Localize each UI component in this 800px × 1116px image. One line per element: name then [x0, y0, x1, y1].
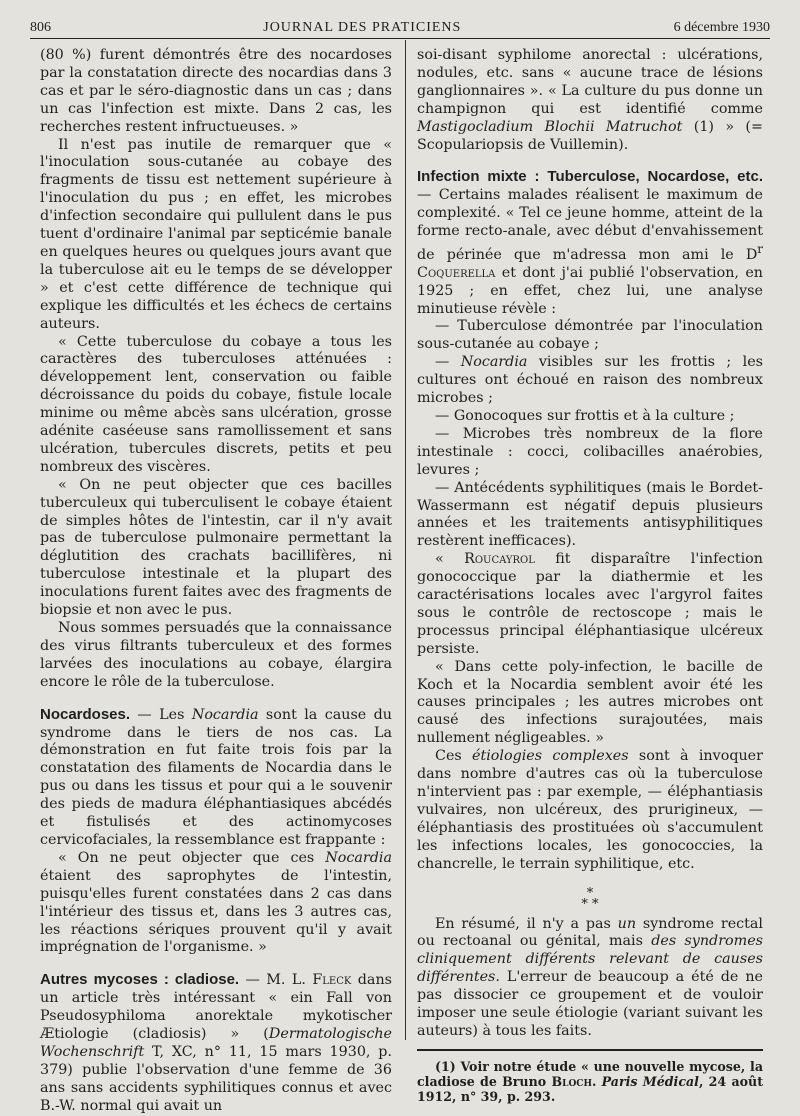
paragraph: Il n'est pas inutile de remarquer que « l'inoculation sous-cutanée au cobaye des fragments de tissu est nettement supérieure à l'inoculation du pus ; en effet, les microbes d'infection secondaire qui pullulent dans le pus tuent d'ordinaire l'animal par septicémie banale en quelques heures ou quelques jours avant que la tuberculose ait eu le temps de se développer » et c'est cette différence de technique qui explique les difficultés et les échecs de certains auteurs. — [40, 136, 392, 332]
section-heading: Infection mixte : Tuberculose, Nocardose, etc. — [417, 168, 763, 186]
section-nocardoses: Nocardoses. — Les Nocardia sont la cause du syndrome dans le tiers de nos cas. La démonstration en fut faite trois fois par la constatation des filaments de Nocardia dans le pus ou dans les tissus et pour qui a le souvenir des pieds de madura éléphantiasiques abcédés et fistulisés et des actinomycoses cervicofaciales, la ressemblance est frappante : — [40, 705, 392, 848]
section-infection-mixte: Infection mixte : Tuberculose, Nocardose, etc. — Certains malades réalisent le maximum de complexité. « Tel ce jeune homme, atteint de la forme recto-anale, avec début d'envahissement de périnée que m'adressa mon ami le $D^r$ Coquerella et dont j'ai publié l'observation, en 1925 ; en effet, chez lui, une analyse minutieuse révèle : — [417, 168, 763, 317]
list-item: — Microbes très nombreux de la flore intestinale : cocci, colibacilles anaérobies, levures ; — [417, 425, 763, 478]
left-column — [40, 47, 392, 1116]
paragraph: Ces étiologies complexes sont à invoquer dans nombre d'autres cas où la tuberculose n'intervient pas : par exemple, — éléphantiasis vulvaires, non ulcéreux, des prurigineux, — éléphantiasis des prostituées où s'accumulent les infections locales, les gonococcies, la chancrelle, le terrain syphilitique, etc. — [417, 748, 763, 872]
section-heading: Autres mycoses : cladiose. — [40, 971, 240, 989]
paragraph: En résumé, il n'y a pas un syndrome rectal ou rectoanal ou génital, mais des syndromes cliniquement différents relevant de causes différentes. L'erreur de beaucoup a été de ne pas dissocier ce groupement et de vouloir imposer une seule étiologie (variant suivant les auteurs) à tous les faits. — [417, 915, 764, 1039]
paragraph: « Roucayrol fit disparaître l'infection gonococcique par la diathermie et les caractérisations locales avec l'argyrol faites sous le contrôle de rectoscope ; mais le processus principal éléphantiasique ulcéreux persiste. — [417, 551, 763, 657]
list-item: — Nocardia visibles sur les frottis ; les cultures ont échoué en raison des nombreux microbes ; — [417, 354, 763, 407]
issue-date: 6 décembre 1930 — [673, 20, 770, 35]
list-item: — Antécédents syphilitiques (mais le Bordet-Wassermann est négatif depuis plusieurs années et les traitements antisyphilitiques restèrent inefficaces). — [417, 479, 763, 550]
right-column — [417, 47, 763, 1104]
section-divider-stars: * * * — [581, 885, 599, 912]
paragraph: « On ne peut objecter que ces bacilles tuberculeux qui tuberculisent le cobaye étaient de simples hôtes de l'intestin, car il n'y avait pas de tuberculose pulmonaire permettant la déglutition des crachats bacillifères, ni tuberculose intestinale et la plupart des inoculations furent faites avec des fragments de biopsie et non avec le pus. — [40, 476, 392, 619]
page-number: 806 — [30, 20, 51, 35]
section-heading: Nocardoses. — [40, 705, 131, 723]
header-rule — [30, 38, 770, 39]
list-item: — Gonocoques sur frottis et à la culture ; — [435, 407, 735, 424]
paragraph: « On ne peut objecter que ces Nocardia étaient des saprophytes de l'intestin, puisqu'elles furent constatées dans 2 cas dans l'intérieur des tissus et, dans les 3 autres cas, les réactions sériques prouvent qu'il y avait imprégnation de l'organisme. » — [40, 849, 392, 956]
journal-title: JOURNAL DES PRATICIENS — [263, 20, 462, 35]
paragraph: soi-disant syphilome anorectal : ulcérations, nodules, etc. sans « aucune trace de lésions ganglionnaires ». « La culture du pus donne un champignon qui est identifié comme Mastigocladium Blochii Matruchot (1) » (= Scopulariopsis de Vuillemin). — [417, 47, 763, 153]
list-item: — Tuberculose démontrée par l'inoculation sous-cutanée au cobaye ; — [417, 318, 763, 353]
column-separator — [405, 40, 406, 1040]
running-header — [30, 14, 770, 36]
paragraph: Nous sommes persuadés que la connaissance des virus filtrants tuberculeux et des formes larvées des inoculations au cobaye, élargira encore le rôle de la tuberculose. — [40, 620, 392, 690]
section-autres-mycoses: Autres mycoses : cladiose. — M. L. Fleck dans un article très intéressant « ein Fall von Pseudosyphiloma anorektale mykotischer Ætiologie (cladiosis) » (Dermatologische Wochenschrift T, XC, n° 11, 15 mars 1930, p. 379) publie l'observation d'une femme de 36 ans sans accidents syphilitiques connus et avec B.-W. normal qui avait un — [40, 971, 392, 1114]
paragraph: « Dans cette poly-infection, le bacille de Koch et la Nocardia semblent avoir été les causes principales ; les autres microbes ont causé des infections surajoutées, mais nullement négligeables. » — [417, 658, 763, 747]
footnote-rule — [417, 1049, 763, 1051]
footnote: (1) Voir notre étude « une nouvelle mycose, la cladiose de Bruno Bloch. Paris Médical, 24 août 1912, n° 39, p. 293. — [417, 1058, 764, 1104]
paragraph: « Cette tuberculose du cobaye a tous les caractères des tuberculoses atténuées : développement lent, conservation ou faible décroissance du poids du cobaye, fistule locale minime ou même abcès sans ulcération, grosse adénite caséeuse sans ramollissement et sans ulcération, tubercules discrets, petits et peu nombreux des viscères. — [40, 333, 392, 475]
paragraph: (80 %) furent démontrés être des nocardoses par la constatation directe des nocardias dans 3 cas et par le séro-diagnostic dans un cas ; dans un cas l'infection est mixte. Dans 2 cas, les recherches restent infructueuses. » — [40, 47, 392, 135]
